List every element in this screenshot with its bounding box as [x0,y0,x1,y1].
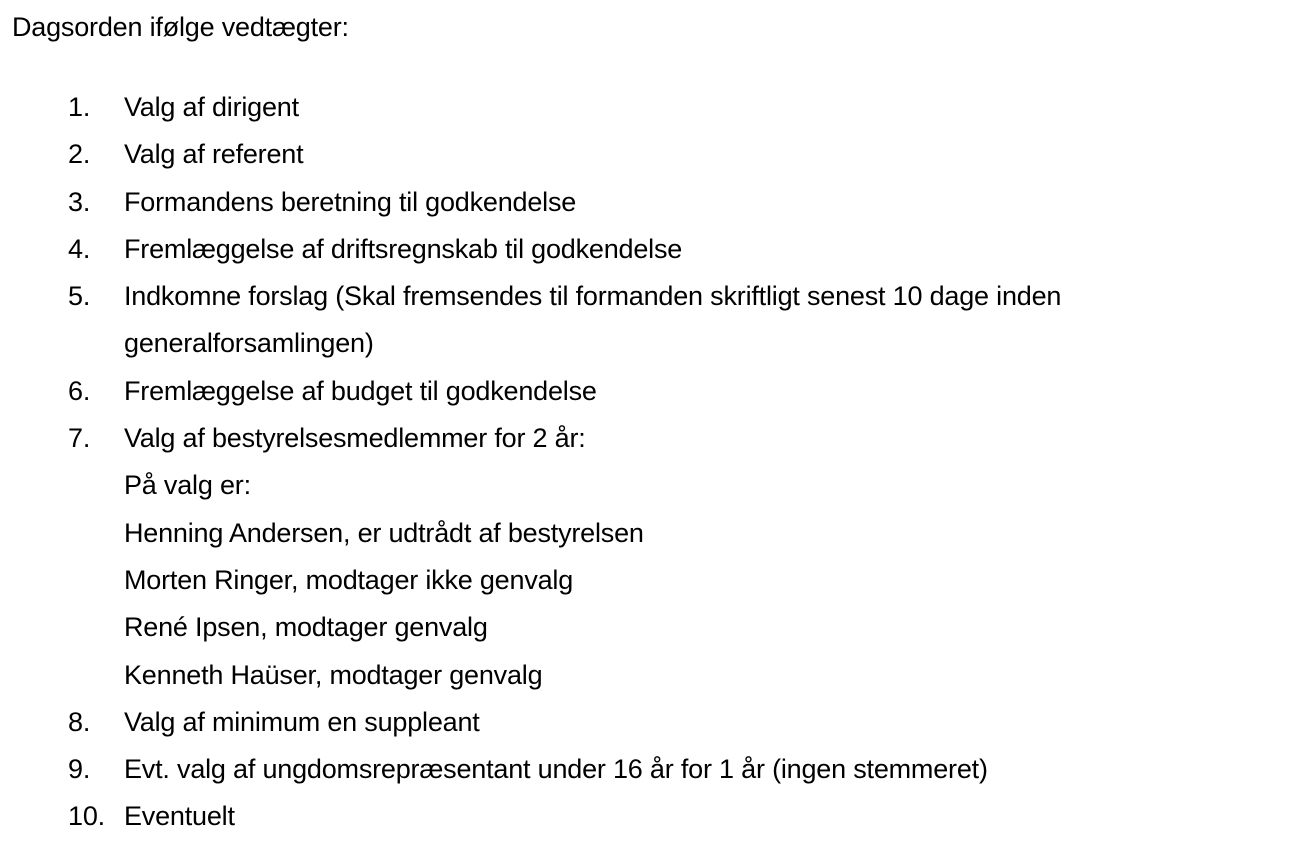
agenda-item-number: 10. [68,801,105,832]
agenda-item [12,131,1282,178]
agenda-item [12,415,1282,699]
agenda-item-number: 1. [68,92,91,122]
agenda-heading: Dagsorden ifølge vedtægter: [12,12,349,42]
agenda-item-text [124,131,1254,178]
agenda-item-line: Valg af bestyrelsesmedlemmer for 2 år: [124,423,586,454]
agenda-item-line: Eventuelt [124,801,235,832]
document [12,0,1282,841]
agenda-list [12,84,1282,841]
agenda-item-number: 4. [68,233,91,264]
agenda-item-line: Fremlæggelse af budget til godkendelse [124,375,597,406]
agenda-item-line: Fremlæggelse af driftsregnskab til godkendelse [124,233,683,264]
agenda-item-number: 8. [68,706,91,737]
agenda-item-number: 5. [68,281,91,312]
agenda-item-line: Henning Andersen, er udtrådt af bestyrelsen [124,517,644,548]
agenda-item-text [124,368,1254,415]
agenda-item-line: Morten Ringer, modtager ikke genvalg [124,564,574,595]
agenda-item-line: Valg af dirigent [124,92,299,122]
agenda-item-text [124,415,1254,699]
agenda-item-line: Valg af minimum en suppleant [124,706,480,737]
agenda-item [12,368,1282,415]
agenda-item-text [124,179,1254,226]
agenda-item-line: Evt. valg af ungdomsrepræsentant under 16 år for 1 år (ingen stemmeret) [124,754,988,785]
agenda-item-text [124,226,1254,273]
agenda-item-line: René Ipsen, modtager genvalg [124,612,488,643]
agenda-item [12,273,1282,368]
agenda-item [12,746,1282,793]
agenda-item-line: På valg er: [124,470,251,501]
agenda-item-number: 9. [68,754,91,785]
agenda-item [12,699,1282,746]
agenda-item-line: generalforsamlingen) [124,328,374,359]
agenda-item-number: 3. [68,186,91,217]
agenda-item-number: 2. [68,139,91,170]
agenda-item-text [124,273,1254,368]
agenda-item-number: 7. [68,423,91,454]
agenda-item [12,793,1282,840]
agenda-item-line: Kenneth Haüser, modtager genvalg [124,659,543,690]
agenda-item [12,179,1282,226]
agenda-item-text [124,84,1254,131]
agenda-item-text [124,793,1254,840]
agenda-item-line: Indkomne forslag (Skal fremsendes til formanden skriftligt senest 10 dage inden [124,281,1062,312]
agenda-item-line: Valg af referent [124,139,304,170]
agenda-item-text [124,699,1254,746]
agenda-item-line: Formandens beretning til godkendelse [124,186,577,217]
agenda-item [12,226,1282,273]
agenda-item-number: 6. [68,375,91,406]
agenda-item-text [124,746,1254,793]
agenda-item [12,84,1282,131]
